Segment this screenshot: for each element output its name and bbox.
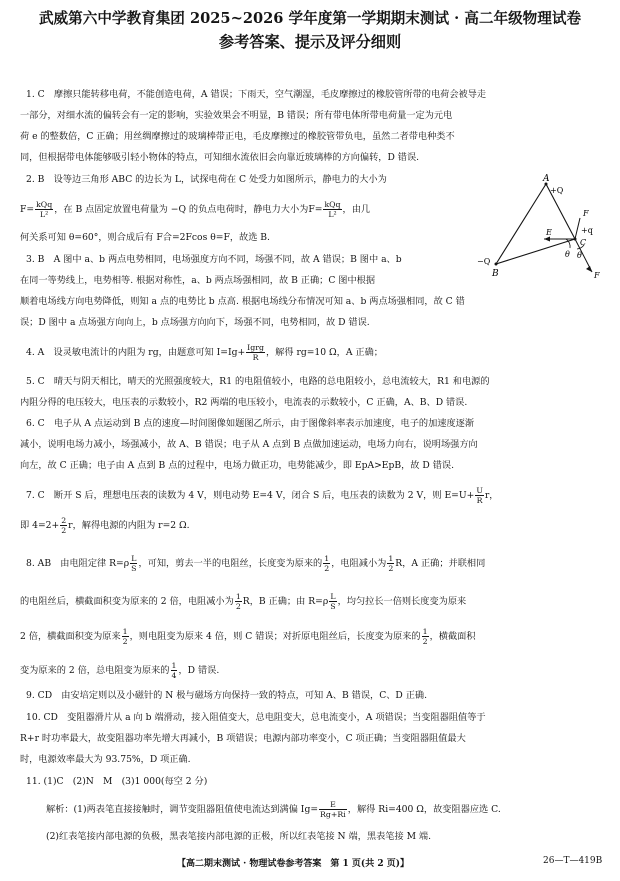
- fraction-half: $\frac{1}{2}$: [422, 627, 428, 646]
- fraction-kqq-l2: $\frac{\text{kQq}}{\text{L²}}$: [324, 200, 341, 219]
- answer-6-line-3: 向左，故 C 正确；电子由 A 点到 B 点的过程中，电场力做正功，电势能减少，即 EpA>EpB，故 D 错误.: [20, 460, 454, 471]
- answer-2-line-2: F= $\frac{\text{kQq}}{\text{L²}}$ ，在 B 点固定放置电荷量为 −Q 的负点电荷时，静电力大小为F= $\frac{\text{kQq}}{\text{L²}}$ ，由几: [20, 200, 371, 219]
- fraction-u-r: $\frac{U}{R}$: [476, 486, 483, 505]
- label-theta: θ: [565, 250, 570, 259]
- side-ab: [496, 184, 546, 264]
- fraction-half: $\frac{1}{2}$: [388, 554, 394, 573]
- answer-10-line-2: R+r 时功率最大，故变阻器功率先增大再减小，B 项错误；电源内部功率变小，C 项正确；当变阻器阻值最大: [20, 733, 466, 744]
- point-b: [495, 263, 498, 266]
- label-c: C: [580, 238, 587, 247]
- answer-10-line-3: 时，电源效率最大为 93.75%，D 项正确.: [20, 754, 191, 765]
- answer-8-line-4: 变为原来的 2 倍，总电阻变为原来的 $\frac{1}{4}$ ，D 错误.: [20, 661, 220, 680]
- arrow-head: [544, 237, 550, 242]
- answer-2-line-1: 2. B 设等边三角形 ABC 的边长为 L，试探电荷在 C 处受力如图所示，静电力的大小为: [26, 174, 387, 185]
- fraction-half: $\frac{1}{2}$: [235, 592, 241, 611]
- answer-10-line-1: 10. CD 变阻器滑片从 a 向 b 端滑动，接入阻值变大，总电阻变大，总电流变小，A 项错误；当变阻器阻值等于: [26, 712, 486, 723]
- answer-3-line-3: 顺着电场线方向电势降低，则知 a 点的电势比 b 点高. 根据电场线分布情况可知 a、b 两点场强相同，故 C 错: [20, 296, 465, 307]
- document-subtitle: 参考答案、提示及评分细则: [218, 33, 402, 51]
- answer-6-line-1: 6. C 电子从 A 点运动到 B 点的速度—时间图像如题图乙所示，由于图像斜率表示加速度，电子的加速度逐渐: [26, 418, 475, 429]
- label-theta: θ: [577, 251, 582, 260]
- label-b: B: [492, 269, 499, 279]
- answer-7-line-2: 即 4=2+ $\frac{2}{2}$ r，解得电源的内阻为 r=2 Ω.: [20, 516, 190, 535]
- answer-3-line-1: 3. B A 图中 a、b 两点电势相同，电场强度方向不同，场强不同，故 A 错误；B 图中 a、b: [26, 254, 402, 265]
- fraction-e-rg-ri: $\frac{E}{Rg+Ri}$: [320, 800, 346, 819]
- fraction-igrg-r: $\frac{\text{Igrg}}{R}$: [247, 343, 264, 362]
- fraction-quarter: $\frac{1}{4}$: [171, 661, 177, 680]
- answer-11-line-2: 解析：(1)两表笔直接接触时，调节变阻器阻值使电流达到满偏 Ig= $\frac{E}{Rg+Ri}$ ，解得 Ri=400 Ω，故变阻器应选 C.: [46, 800, 501, 819]
- label-a: A: [543, 174, 550, 184]
- answer-3-line-4: 误；D 图中 a 点场强方向向上，b 点场强方向向下，场强不同，电势相同，故 D 错误.: [20, 317, 370, 328]
- force-vector-up: [575, 218, 580, 239]
- answer-5-line-1: 5. C 晴天与阴天相比，晴天的光照强度较大，R1 的电阻值较小，电路的总电阻较小，总电流较大，R1 和电源的: [26, 376, 490, 387]
- answer-8-line-2: 的电阻丝后，横截面积变为原来的 2 倍，电阻减小为 $\frac{1}{2}$ R，B 正确；由 R=ρ $\frac{L}{S}$ ，均匀拉长一倍则长度变为原来: [20, 592, 467, 611]
- answer-7-line-1: 7. C 断开 S 后，理想电压表的读数为 4 V，则电动势 E=4 V，闭合 S 后，电压表的读数为 2 V，则 E=U+ $\frac{U}{R}$ r，: [26, 486, 499, 505]
- fraction-l-s: $\frac{L}{S}$: [131, 554, 137, 573]
- answer-1-line-2: 一部分，对细水流的偏转会有一定的影响，实验效果会不明显，B 错误；所有带电体所带电荷量一定为元电: [20, 110, 453, 121]
- answer-1-line-3: 荷 e 的整数倍，C 正确；用丝绸摩擦过的玻璃棒带正电，毛皮摩擦过的橡胶管带负电，虽然二者带电种类不: [20, 131, 455, 142]
- answer-5-line-2: 内阻分得的电压较大，电压表的示数较小，R2 两端的电压较小，电流表的示数较小，C 正确，A、B、D 错误.: [20, 397, 468, 408]
- label-plus-q: +q: [581, 226, 593, 235]
- formula-prefix: F=: [20, 204, 35, 215]
- fraction-half: $\frac{1}{2}$: [324, 554, 330, 573]
- label-f: F: [594, 271, 600, 280]
- answer-2-line-3: 何关系可知 θ=60°，则合成后有 F合=2Fcos θ=F，故选 B.: [20, 232, 270, 243]
- point-c: [574, 238, 577, 241]
- answer-8-line-3: 2 倍，横截面积变为原来 $\frac{1}{2}$ ，则电阻变为原来 4 倍，则 C 错误；对折原电阻丝后，长度变为原来的 $\frac{1}{2}$ ，横截面积: [20, 627, 476, 646]
- label-e: E: [546, 228, 552, 237]
- label-f: F: [583, 209, 589, 218]
- answer-11-line-1: 11. (1)C (2)N M (3)1 000(每空 2 分): [26, 776, 208, 787]
- answer-1-line-4: 同，但根据带电体能够吸引轻小物体的特点，可知细水流依旧会向靠近玻璃棒的方向偏转，D 错误.: [20, 152, 420, 163]
- fraction-2-2: $\frac{2}{2}$: [61, 516, 67, 535]
- label-plus-q-big: +Q: [550, 186, 564, 195]
- fraction-l-s: $\frac{L}{S}$: [330, 592, 336, 611]
- footer-code: 26—T—419B: [543, 856, 603, 866]
- answer-11-line-3: (2)红表笔接内部电源的负极，黑表笔接内部电源的正极，所以红表笔接 N 端，黑表笔接 M 端.: [46, 831, 431, 842]
- answer-3-line-2: 在同一等势线上，电势相等. 根据对称性，a、b 两点场强相同，故 B 正确；C 图中根据: [20, 275, 376, 286]
- fraction-half: $\frac{1}{2}$: [122, 627, 128, 646]
- answer-4-line-1: 4. A 设灵敏电流计的内阻为 rg，由题意可知 I=Ig+ $\frac{\text{Igrg}}{R}$ ，解得 rg=10 Ω，A 正确；: [26, 343, 383, 362]
- answer-1-line-1: 1. C 摩擦只能转移电荷，不能创造电荷，A 错误；下雨天，空气潮湿，毛皮摩擦过的橡胶管所带的电荷会被导走: [26, 89, 487, 100]
- formula-prefix: F=: [308, 204, 323, 215]
- force-triangle-figure: [474, 172, 606, 280]
- answer-9-line-1: 9. CD 由安培定则以及小磁针的 N 极与磁场方向保持一致的特点，可知 A、B 错误，C、D 正确.: [26, 690, 427, 701]
- document-title: 武威第六中学教育集团 2025~2026 学年度第一学期期末测试 · 高二年级物理试卷: [38, 10, 582, 27]
- side-bc: [496, 239, 575, 264]
- footer-title: 【高二期末测试 · 物理试卷参考答案 第 1 页(共 2 页)】: [177, 859, 409, 869]
- arrow-head: [586, 266, 592, 272]
- answer-8-line-1: 8. AB 由电阻定律 R=ρ $\frac{L}{S}$ ，可知，剪去一半的电阻丝，长度变为原来的 $\frac{1}{2}$ ，电阻减小为 $\frac{1}{2}$ R，A 正确；并联相同: [26, 554, 486, 573]
- answer-6-line-2: 减小，说明电场力减小，场强减小，故 A、B 错误；电子从 A 点到 B 点做加速运动，电场力向右，说明场强方向: [20, 439, 478, 450]
- fraction-kqq-l2: $\frac{\text{kQq}}{\text{L²}}$: [36, 200, 53, 219]
- label-minus-q: −Q: [477, 257, 491, 266]
